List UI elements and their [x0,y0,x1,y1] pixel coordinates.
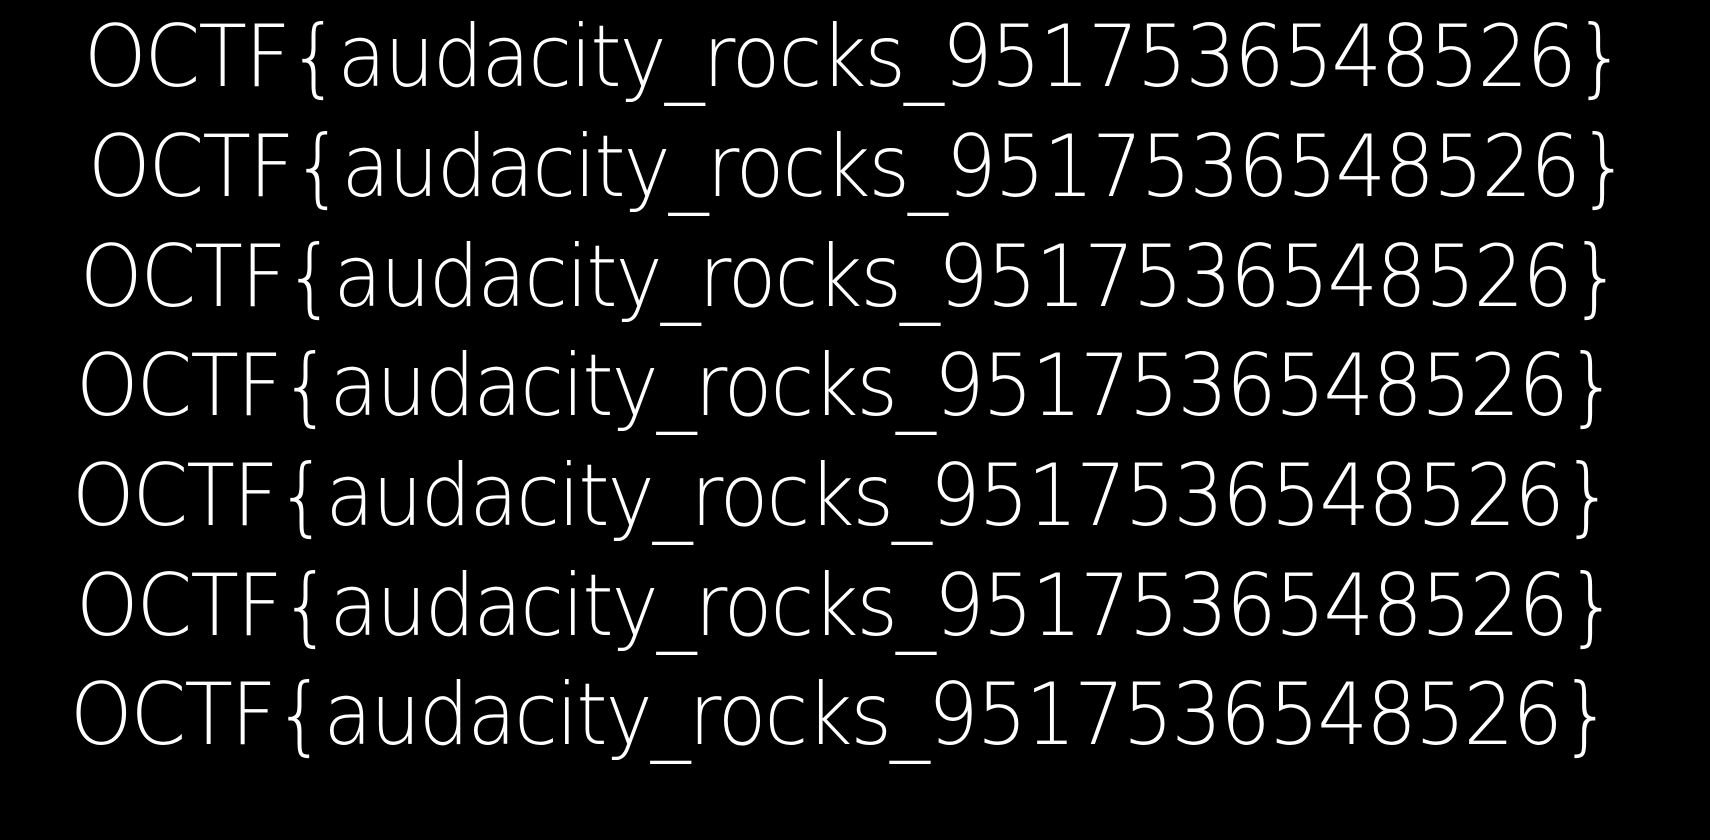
flag-text-line: OCTF{audacity_rocks_9517536548526} [76,336,1616,436]
flag-text-line: OCTF{audacity_rocks_9517536548526} [80,227,1620,327]
flag-text-line: OCTF{audacity_rocks_9517536548526} [72,446,1612,546]
flag-text-line: OCTF{audacity_rocks_9517536548526} [84,7,1624,107]
flag-text-line: OCTF{audacity_rocks_9517536548526} [70,665,1610,765]
flag-text-line: OCTF{audacity_rocks_9517536548526} [76,556,1616,656]
flag-text-line: OCTF{audacity_rocks_9517536548526} [88,117,1628,217]
